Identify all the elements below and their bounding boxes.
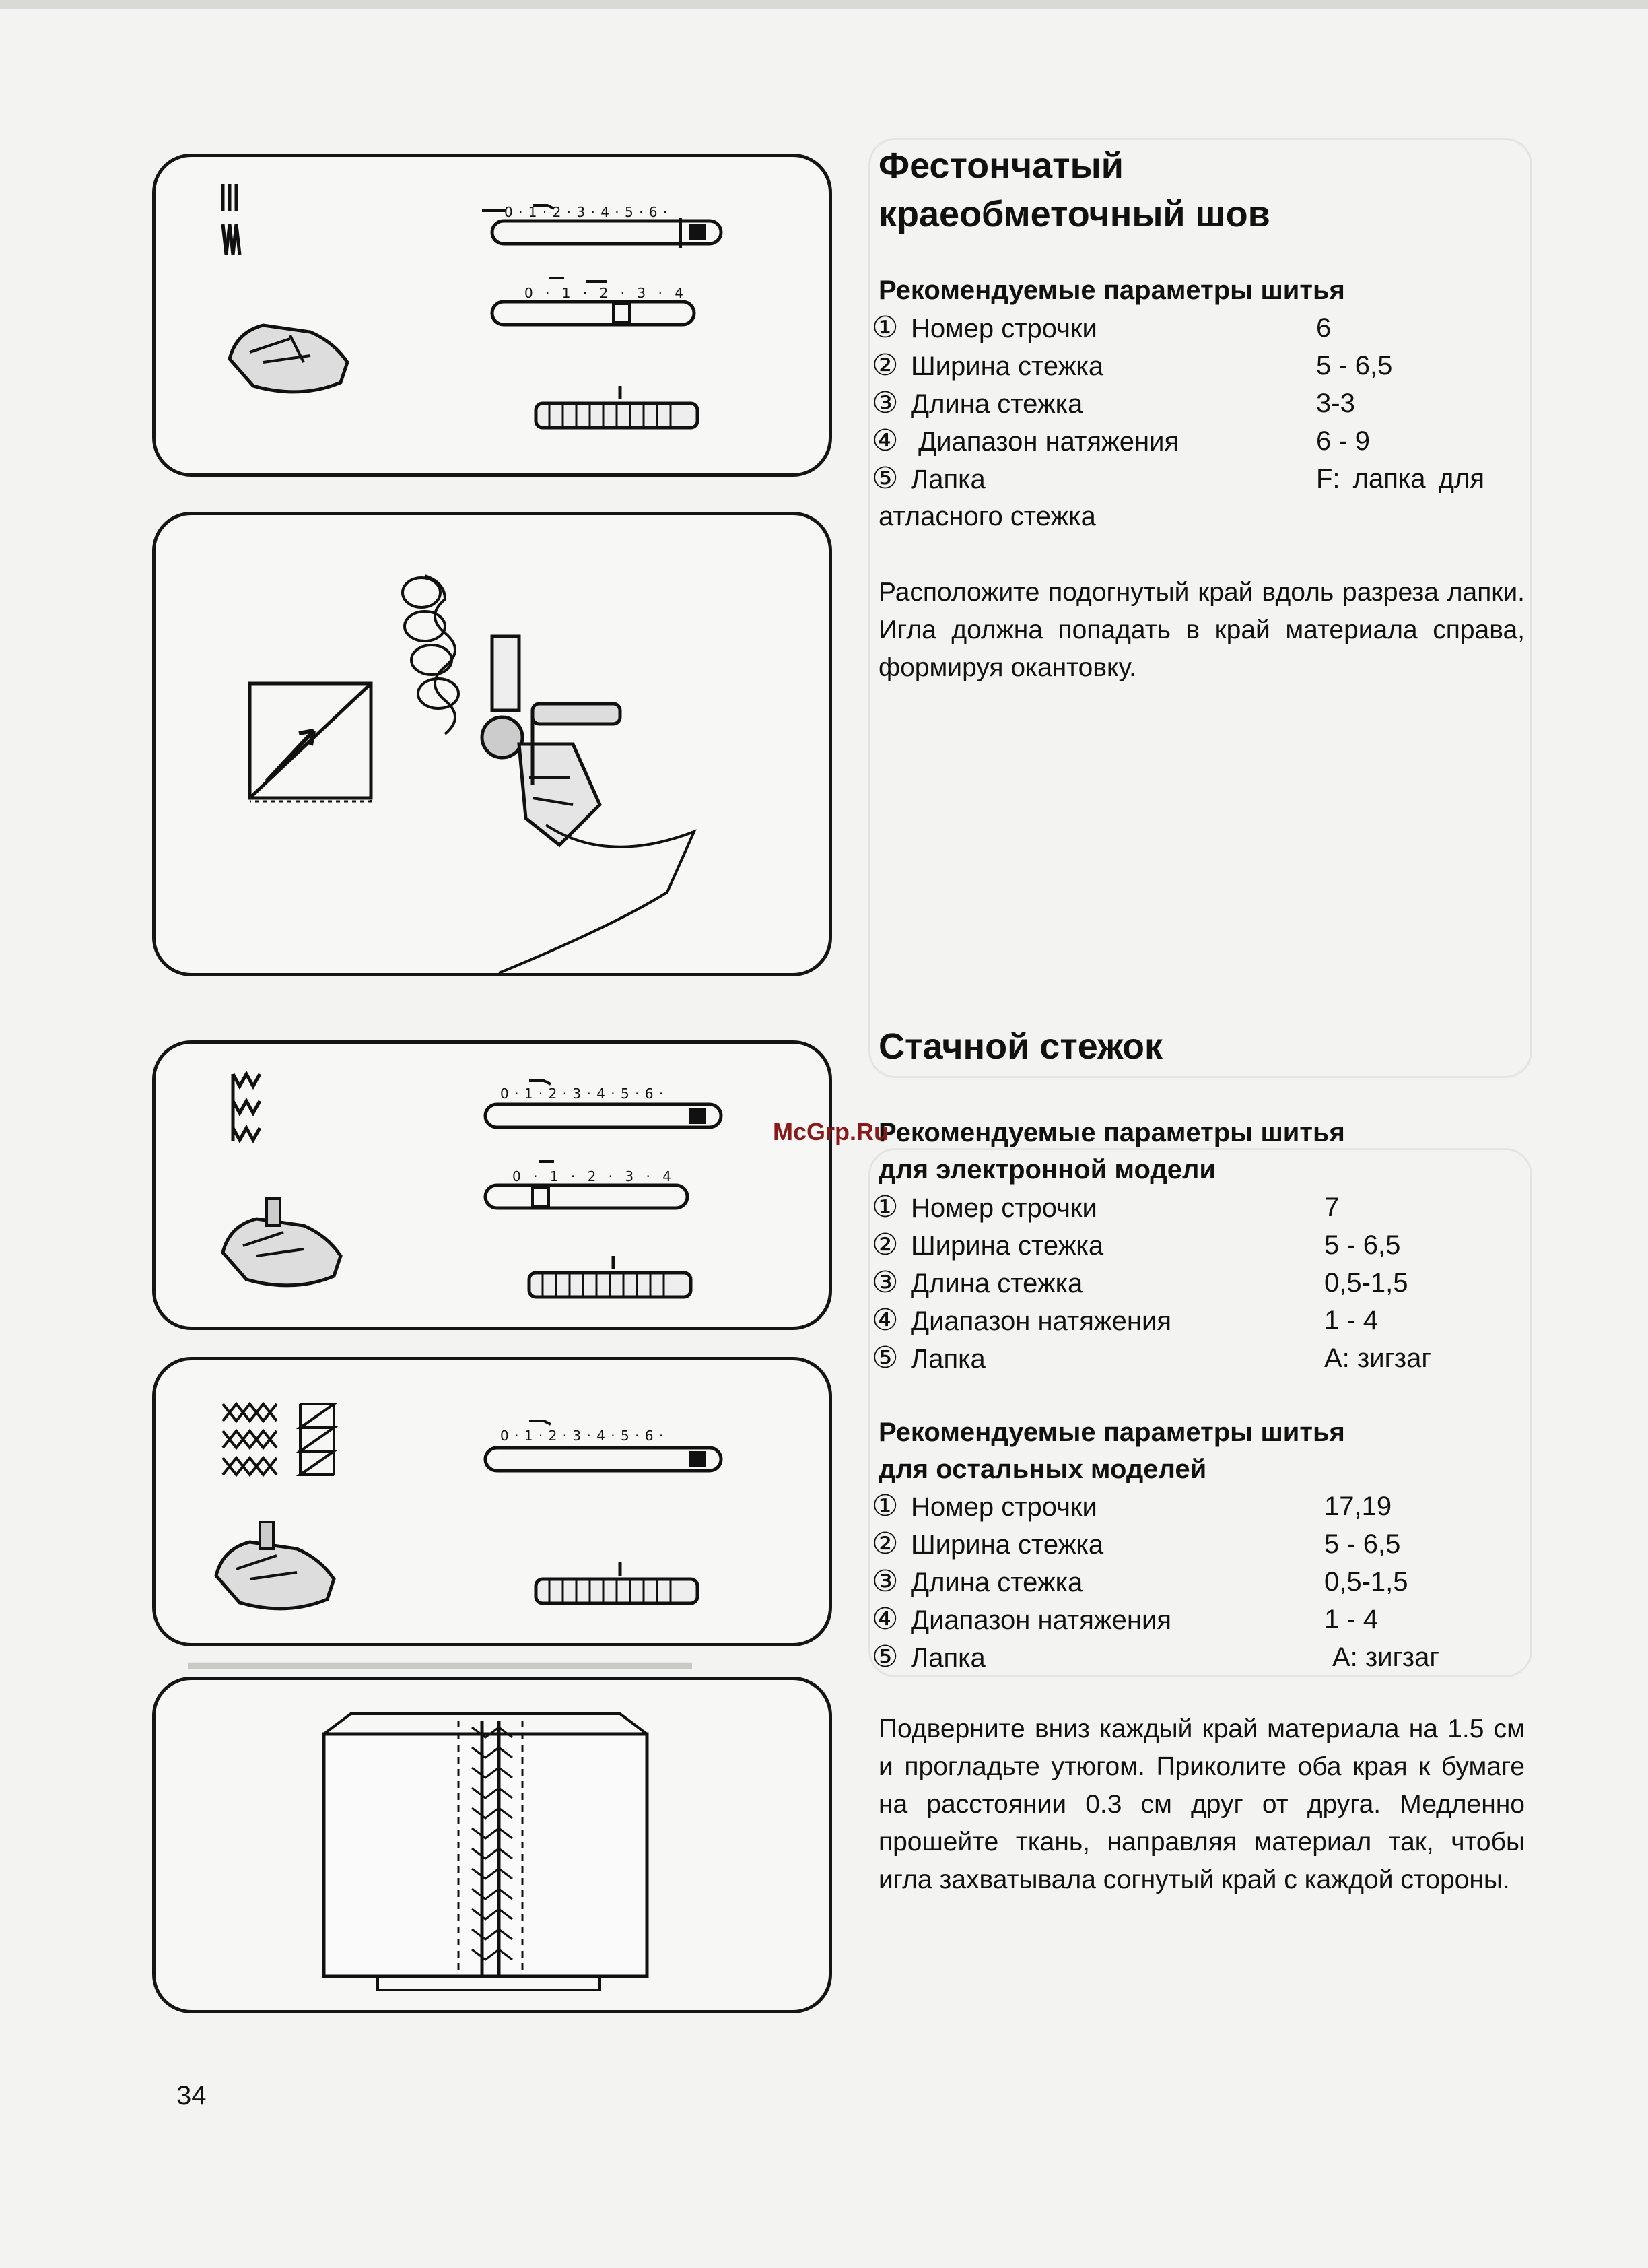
param-label: Длина стежка	[911, 389, 1083, 419]
stitch-settings-panel-2	[152, 1040, 832, 1330]
circled-number: ③	[872, 387, 899, 420]
sewing-illustration-panel-1	[152, 512, 832, 976]
section2-description: Подверните вниз каждый край материала на 1.5 см и прогладьте утюгом. Приколите оба края к бумаге на расстоянии 0.3 см друг от друга. Медленно прошейте ткань, направляя материал так, чтобы игла захватывала согнутый край с каждой стороны.	[879, 1714, 1525, 1894]
param-value: 3-3	[1316, 389, 1355, 418]
presser-foot-a-icon	[223, 1199, 341, 1286]
param-value: F: лапка для	[1316, 464, 1484, 494]
param-label: Ширина стежка	[911, 1530, 1104, 1560]
param-row	[872, 423, 1371, 460]
presser-foot-sewing	[482, 636, 620, 845]
param-value: А: зигзаг	[1332, 1642, 1439, 1672]
section2-title: Стачной стежок	[879, 1026, 1163, 1067]
param-label: Номер строчки	[911, 1492, 1097, 1522]
tension-dial	[536, 386, 697, 428]
param-label: Диапазон натяжения	[911, 427, 1179, 457]
scallop-stitch-icon	[223, 184, 240, 255]
circled-number: ②	[872, 349, 899, 382]
param-continuation: атласного стежка	[879, 502, 1096, 531]
param-label: Номер строчки	[911, 314, 1097, 343]
param-value: 1 - 4	[1324, 1306, 1379, 1335]
param-row	[872, 1227, 1401, 1264]
seam-illustration	[156, 1680, 829, 2010]
circled-number: ⑤	[872, 462, 899, 495]
param-value: 17,19	[1324, 1492, 1392, 1521]
circled-number: ①	[872, 311, 899, 344]
param-label: Лапка	[911, 465, 986, 494]
length-dial-scale: 0 · 1 · 2 · 3 · 4	[512, 1168, 675, 1185]
panel-4-illustration	[156, 1360, 829, 1643]
two-fabric-pieces	[324, 1714, 647, 1990]
param-row	[872, 461, 1484, 498]
circled-number: ⑤	[872, 1640, 899, 1673]
param-row	[872, 347, 1393, 385]
param-row	[872, 1265, 1408, 1302]
panel-3-illustration	[156, 1044, 829, 1327]
circled-number: ④	[872, 1603, 899, 1636]
section1-description: Расположите подогнутый край вдоль разреза лапки. Игла должна попадать в край материала справа, формируя окантовку.	[879, 578, 1525, 682]
param-value: 7	[1324, 1193, 1340, 1222]
presser-foot-f-icon	[230, 325, 347, 392]
param-row	[872, 1639, 1439, 1676]
watermark: McGrp.Ru	[773, 1118, 889, 1145]
param-row	[872, 385, 1355, 422]
stitch-settings-panel-1	[152, 154, 832, 477]
circled-number: ④	[872, 424, 899, 457]
param-value: 0,5-1,5	[1324, 1567, 1408, 1597]
width-dial-scale: 0 · 1 · 2 · 3 · 4 · 5 · 6 ·	[500, 1086, 664, 1102]
scallop-stitch-line	[403, 576, 458, 734]
param-label: Диапазон натяжения	[911, 1605, 1172, 1635]
panel-1-illustration	[156, 157, 829, 473]
param-value: 5 - 6,5	[1316, 351, 1393, 380]
circled-number: ⑤	[872, 1341, 899, 1374]
param-value: 1 - 4	[1324, 1605, 1379, 1634]
param-row	[872, 1488, 1392, 1525]
tension-dial	[536, 1562, 697, 1603]
zigzag-stitch-icon	[233, 1074, 260, 1141]
param-value: 6	[1316, 313, 1332, 343]
param-row	[872, 1302, 1379, 1339]
folded-fabric-diagram	[250, 683, 371, 801]
other-params-heading-line1: Рекомендуемые параметры шитья	[879, 1418, 1345, 1447]
page-number: 34	[176, 2081, 207, 2110]
stitch-settings-panel-3	[152, 1357, 832, 1646]
page-top-edge	[0, 0, 1648, 9]
param-label: Ширина стежка	[911, 352, 1104, 381]
param-row	[872, 1189, 1340, 1226]
section1-title-line1: Фестончатый	[879, 145, 1124, 186]
circled-number: ②	[872, 1527, 899, 1560]
width-dial-scale: 0 · 1 · 2 · 3 · 4 · 5 · 6 ·	[500, 1428, 664, 1444]
param-value: А: зигзаг	[1324, 1343, 1431, 1373]
param-value: 0,5-1,5	[1324, 1268, 1408, 1298]
param-row	[872, 1526, 1401, 1563]
cross-stitch-icon	[223, 1404, 277, 1475]
bleed-through-text: ▬▬▬▬▬▬▬▬▬▬▬▬▬▬▬▬▬▬▬▬▬▬	[188, 1649, 692, 1675]
param-label: Лапка	[911, 1643, 986, 1673]
param-label: Номер строчки	[911, 1193, 1097, 1223]
width-dial-scale: 0 · 1 · 2 · 3 · 4 · 5 · 6 ·	[504, 204, 668, 220]
param-row	[872, 1601, 1379, 1638]
presser-foot-a-icon	[216, 1522, 334, 1609]
electronic-params-heading-line1: Рекомендуемые параметры шитья	[879, 1118, 1345, 1147]
param-value: 5 - 6,5	[1324, 1230, 1401, 1260]
sewing-illustration-panel-2	[152, 1677, 832, 2013]
param-label: Диапазон натяжения	[911, 1306, 1172, 1336]
param-row	[872, 310, 1332, 347]
scallop-sewing-illustration	[156, 515, 829, 973]
section1-title-line2: краеобметочный шов	[879, 194, 1270, 234]
circled-number: ③	[872, 1266, 899, 1299]
circled-number: ②	[872, 1228, 899, 1261]
section1-params-heading: Рекомендуемые параметры шитья	[879, 275, 1345, 305]
length-dial-scale: 0 · 1 · 2 · 3 · 4	[524, 285, 687, 301]
circled-number: ④	[872, 1304, 899, 1337]
param-row	[872, 1340, 1431, 1377]
param-value: 5 - 6,5	[1324, 1529, 1401, 1559]
param-value: 6 - 9	[1316, 426, 1371, 456]
circled-number: ①	[872, 1191, 899, 1224]
param-label: Лапка	[911, 1344, 986, 1374]
param-row	[872, 1564, 1408, 1601]
param-label: Ширина стежка	[911, 1231, 1104, 1261]
tension-dial	[529, 1256, 691, 1297]
circled-number: ①	[872, 1490, 899, 1523]
param-label: Длина стежка	[911, 1568, 1083, 1597]
triple-zigzag-icon	[300, 1404, 334, 1475]
param-label: Длина стежка	[911, 1269, 1083, 1298]
other-params-heading-line2: для остальных моделей	[879, 1455, 1207, 1484]
circled-number: ③	[872, 1565, 899, 1598]
electronic-params-heading-line2: для электронной модели	[879, 1155, 1216, 1185]
